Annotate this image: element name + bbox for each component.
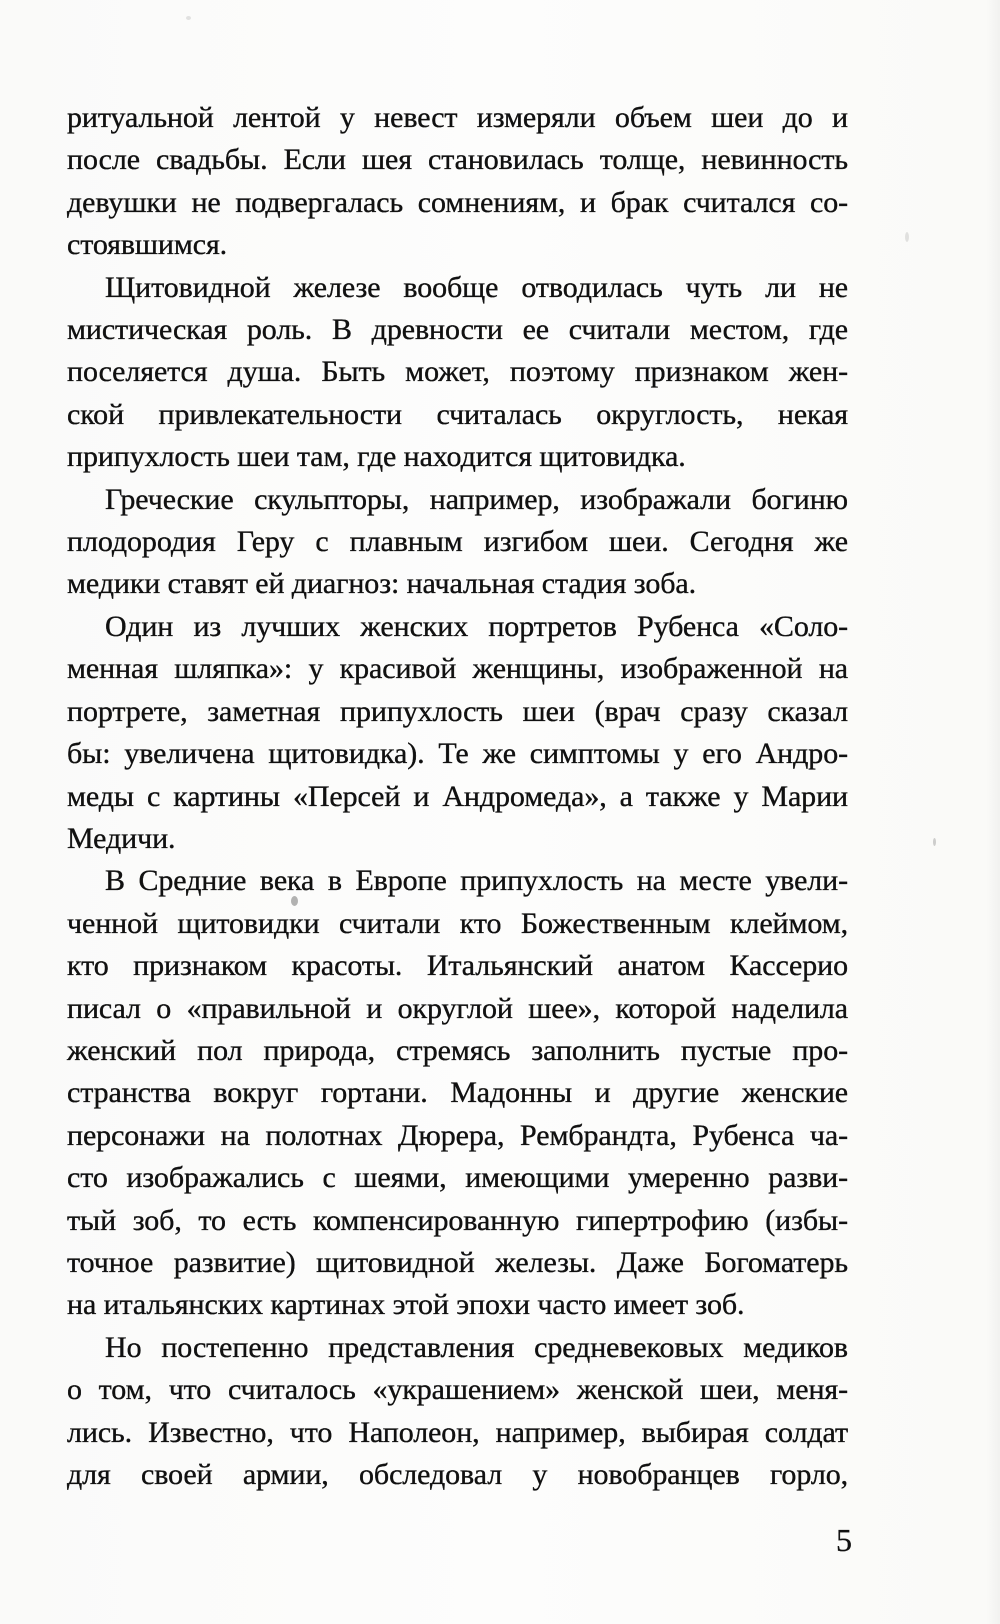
text-line: В Средние века в Европе припухлость на месте увели- [105, 864, 848, 898]
text-line: ритуальной лентой у невест измеряли объем шеи до и [67, 101, 848, 134]
scan-speck [933, 838, 936, 846]
text-line: лись. Известно, что Наполеон, например, выбирая солдат [67, 1415, 848, 1449]
text-line: тый зоб, то есть компенсированную гипертрофию (избы- [67, 1203, 848, 1237]
text-line: Но постепенно представления средневековых медиков [105, 1330, 848, 1364]
text-line: Медичи. [67, 821, 176, 855]
text-line: менная шляпка»: у красивой женщины, изображенной на [67, 652, 848, 686]
text-line: персонажи на полотнах Дюрера, Рембрандта, Рубенса ча- [67, 1118, 848, 1152]
text-line: медики ставят ей диагноз: начальная стадия зоба. [67, 567, 697, 601]
text-line: ской привлекательности считалась округлость, некая [67, 397, 848, 431]
text-line: на итальянских картинах этой эпохи часто имеет зоб. [67, 1288, 745, 1322]
text-line: для своей армии, обследовал у новобранцев горло, [67, 1458, 848, 1491]
text-line: девушки не подвергалась сомнениям, и брак считался со- [67, 185, 848, 219]
scan-speck [291, 896, 298, 906]
text-line: мистическая роль. В древности ее считали местом, где [67, 313, 848, 347]
text-line: сто изображались с шеями, имеющими умеренно разви- [67, 1161, 848, 1195]
text-line: писал о «правильной и округлой шее», которой наделила [67, 991, 848, 1025]
text-line: странства вокруг гортани. Мадонны и другие женские [67, 1076, 848, 1110]
page-number: 5 [836, 1522, 852, 1558]
text-line: стоявшимся. [67, 228, 228, 262]
text-line: меды с картины «Персей и Андромеда», а также у Марии [67, 779, 848, 813]
text-line: припухлость шеи там, где находится щитовидка. [67, 440, 686, 474]
page-text [67, 97, 848, 1496]
scan-speck [186, 16, 191, 20]
text-line: плодородия Геру с плавным изгибом шеи. Сегодня же [67, 525, 848, 559]
text-line: Греческие скульпторы, например, изображали богиню [105, 482, 848, 516]
text-line: Щитовидной железе вообще отводилась чуть ли не [105, 270, 848, 304]
text-line: женский пол природа, стремясь заполнить пустые про- [67, 1033, 848, 1067]
text-line: о том, что считалось «украшением» женской шеи, меня- [67, 1373, 848, 1407]
scan-speck [905, 232, 909, 242]
scan-edge-shading [986, 0, 1000, 1624]
text-line: ченной щитовидки считали кто Божественным клеймом, [67, 906, 848, 940]
text-line: точное развитие) щитовидной железы. Даже Богоматерь [67, 1245, 848, 1279]
text-line: бы: увеличена щитовидка). Те же симптомы у его Андро- [67, 737, 848, 771]
text-line: после свадьбы. Если шея становилась толще, невинность [67, 143, 848, 177]
text-line: портрете, заметная припухлость шеи (врач сразу сказал [67, 694, 848, 728]
text-line: Один из лучших женских портретов Рубенса «Соло- [105, 609, 848, 643]
text-line: кто признаком красоты. Итальянский анатом Кассерио [67, 949, 848, 983]
text-line: поселяется душа. Быть может, поэтому признаком жен- [67, 355, 848, 389]
